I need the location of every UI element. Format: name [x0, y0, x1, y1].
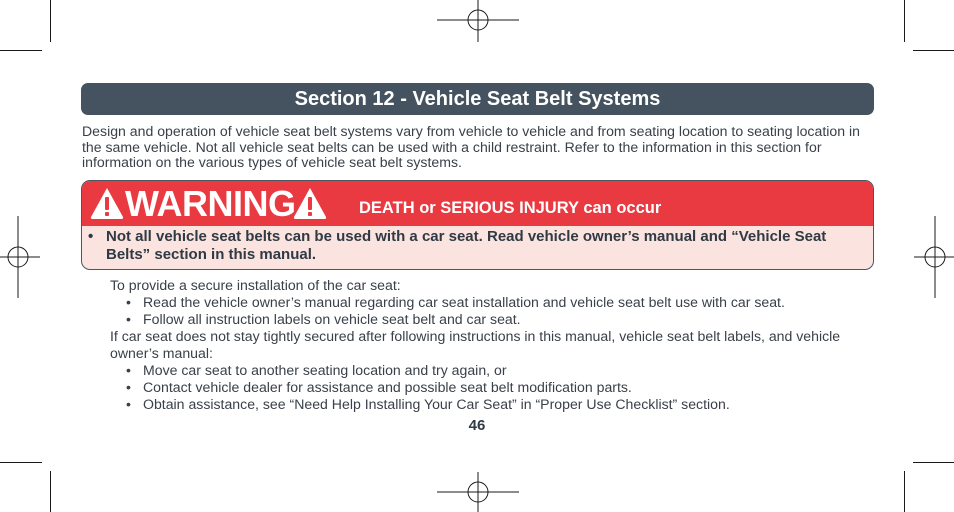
crop-mark [904, 0, 905, 42]
intro-paragraph: Design and operation of vehicle seat belt systems vary from vehicle to vehicle and from seating location to seating location in the same vehicle. Not all vehicle seat belts can be used with a child restraint. Refer to the information in this section for information on the various types of vehicle seat belt systems. [82, 123, 860, 170]
bullet-icon: • [126, 311, 131, 327]
bullet-icon: • [126, 396, 131, 412]
bullet-icon: • [126, 294, 131, 310]
bullet-icon: • [126, 362, 131, 378]
registration-mark-icon [914, 216, 954, 298]
list-item: • Follow all instruction labels on vehicle seat belt and car seat. [126, 311, 521, 327]
registration-mark-icon [437, 472, 519, 512]
warning-triangle-icon [89, 186, 125, 220]
warning-box [81, 180, 874, 270]
list-item: • Obtain assistance, see “Need Help Installing Your Car Seat” in “Proper Use Checklist” section. [126, 396, 730, 412]
bullet-icon: • [88, 228, 94, 245]
page-number: 46 [468, 417, 486, 434]
instruction-list [110, 294, 870, 328]
list-item: • Move car seat to another seating location and try again, or [126, 362, 507, 378]
registration-mark-icon [0, 216, 40, 298]
instruction-list [110, 362, 870, 413]
warning-header [82, 181, 873, 226]
crop-mark [0, 462, 42, 463]
crop-mark [50, 0, 51, 42]
list-item: • Contact vehicle dealer for assistance and possible seat belt modification parts. [126, 379, 632, 395]
crop-mark [50, 471, 51, 512]
instruction-paragraph: To provide a secure installation of the car seat: [110, 277, 401, 293]
warning-subtitle: DEATH or SERIOUS INJURY can occur [359, 199, 662, 217]
crop-mark [913, 462, 954, 463]
warning-bullet-text: Not all vehicle seat belts can be used with a car seat. Read vehicle owner’s manual and “Vehicle Seat Belts” section in this manual. [106, 228, 827, 263]
crop-mark [0, 50, 42, 51]
bullet-icon: • [126, 379, 131, 395]
instruction-paragraph: If car seat does not stay tightly secured after following instructions in this manual, vehicle seat belt labels, and vehicle owner’s manual: [110, 328, 841, 361]
crop-mark [904, 471, 905, 512]
warning-title: WARNING [125, 183, 296, 224]
warning-triangle-icon [292, 186, 328, 220]
crop-mark [913, 50, 954, 51]
registration-mark-icon [437, 0, 519, 42]
instructions [110, 277, 870, 413]
list-item: • Read the vehicle owner’s manual regarding car seat installation and vehicle seat belt use with car seat. [126, 294, 785, 310]
section-title: Section 12 - Vehicle Seat Belt Systems [81, 83, 874, 115]
